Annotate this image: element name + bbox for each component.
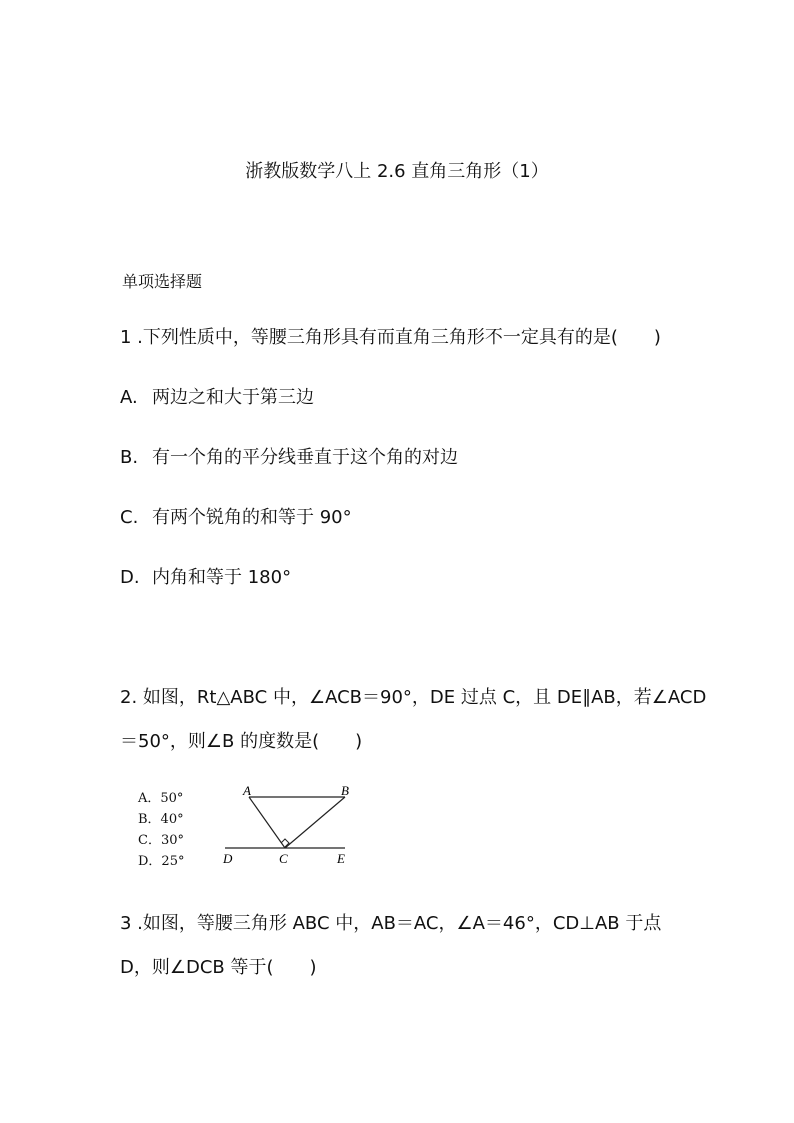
section-heading: 单项选择题: [122, 272, 203, 291]
option-label: B.: [120, 447, 139, 468]
question-2-stem-line-2: ＝50°，则∠B 的度数是( ): [120, 731, 363, 752]
label-b: B: [341, 783, 349, 798]
question-2-stem-line-1: 2. 如图，Rt△ABC 中，∠ACB＝90°，DE 过点 C，且 DE∥AB，若∠ACD: [120, 687, 707, 708]
question-2-options: [138, 789, 184, 873]
question-2-option-b: B．40°: [138, 812, 184, 827]
option-text: 内角和等于 180°: [152, 567, 292, 588]
option-text: 有两个锐角的和等于 90°: [152, 507, 352, 528]
label-c: C: [279, 851, 288, 866]
question-2-option-d: D．25°: [138, 854, 185, 869]
question-2-option-a: A．50°: [138, 791, 184, 806]
question-2-option-c: C．30°: [138, 833, 184, 848]
option-text: 有一个角的平分线垂直于这个角的对边: [152, 447, 458, 468]
label-a: A: [243, 783, 251, 798]
question-1-option-c: [120, 506, 352, 530]
option-label: A.: [120, 387, 138, 408]
question-1-option-d: [120, 566, 291, 590]
option-label: C.: [120, 507, 139, 528]
question-3-stem-line-1: 3 .如图，等腰三角形 ABC 中，AB＝AC，∠A＝46°，CD⊥AB 于点: [120, 913, 662, 934]
question-1-stem: 1 .下列性质中，等腰三角形具有而直角三角形不一定具有的是( ): [120, 327, 661, 348]
page-title: 浙教版数学八上 2.6 直角三角形（1）: [245, 161, 549, 182]
triangle-figure: [215, 780, 355, 870]
question-3-stem-line-2: D，则∠DCB 等于( ): [120, 957, 317, 978]
question-1-option-a: [120, 386, 314, 410]
segment-ac: [249, 797, 285, 848]
segment-bc: [285, 797, 345, 848]
label-e: E: [337, 851, 345, 866]
label-d: D: [223, 851, 233, 866]
question-1-option-b: [120, 446, 458, 470]
option-label: D.: [120, 567, 140, 588]
option-text: 两边之和大于第三边: [152, 387, 314, 408]
